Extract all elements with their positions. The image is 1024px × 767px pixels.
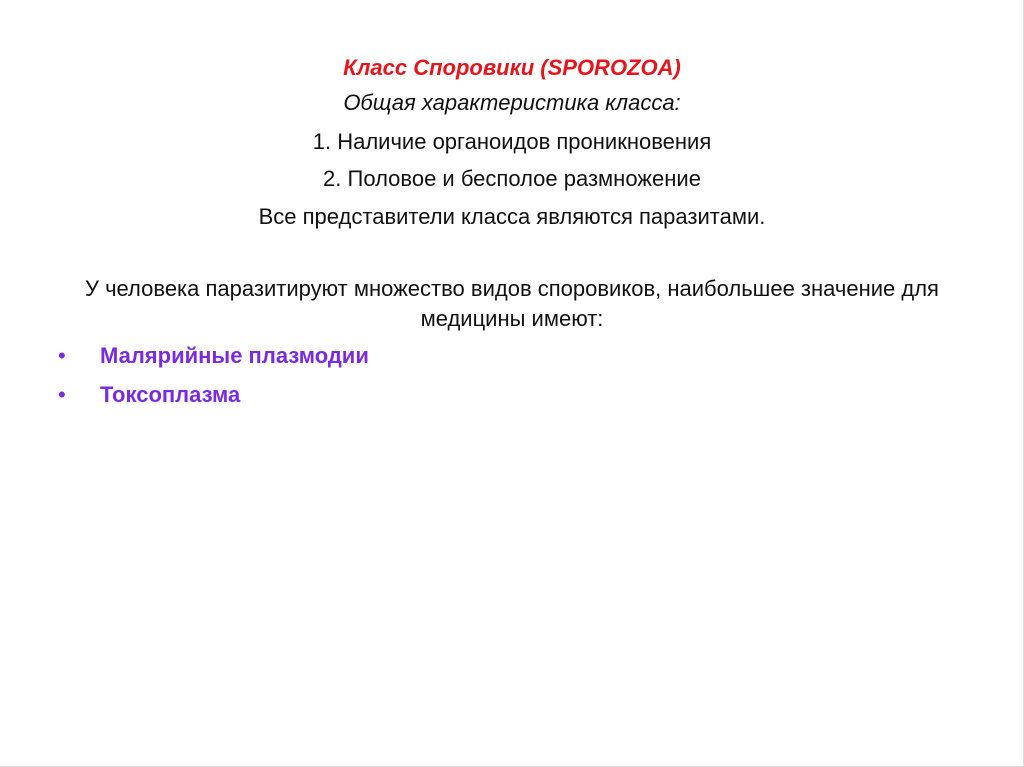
list-item-text: Токсоплазма xyxy=(100,382,241,407)
parasite-statement: Все представители класса являются паразитами. xyxy=(258,204,766,229)
list-item-text: Малярийные плазмодии xyxy=(100,343,369,368)
slide-title: Класс Споровики (SPOROZOA) xyxy=(343,55,681,80)
bullet-icon: • xyxy=(58,343,66,368)
characteristic-1: 1. Наличие органоидов проникновения xyxy=(312,129,712,154)
slide-subtitle: Общая характеристика класса: xyxy=(343,90,681,115)
bullet-icon: • xyxy=(58,382,66,407)
medical-importance-paragraph: У человека паразитируют множество видов споровиков, наибольшее значение для медицины имеют: xyxy=(85,276,939,331)
characteristic-2: 2. Половое и бесполое размножение xyxy=(323,166,701,191)
